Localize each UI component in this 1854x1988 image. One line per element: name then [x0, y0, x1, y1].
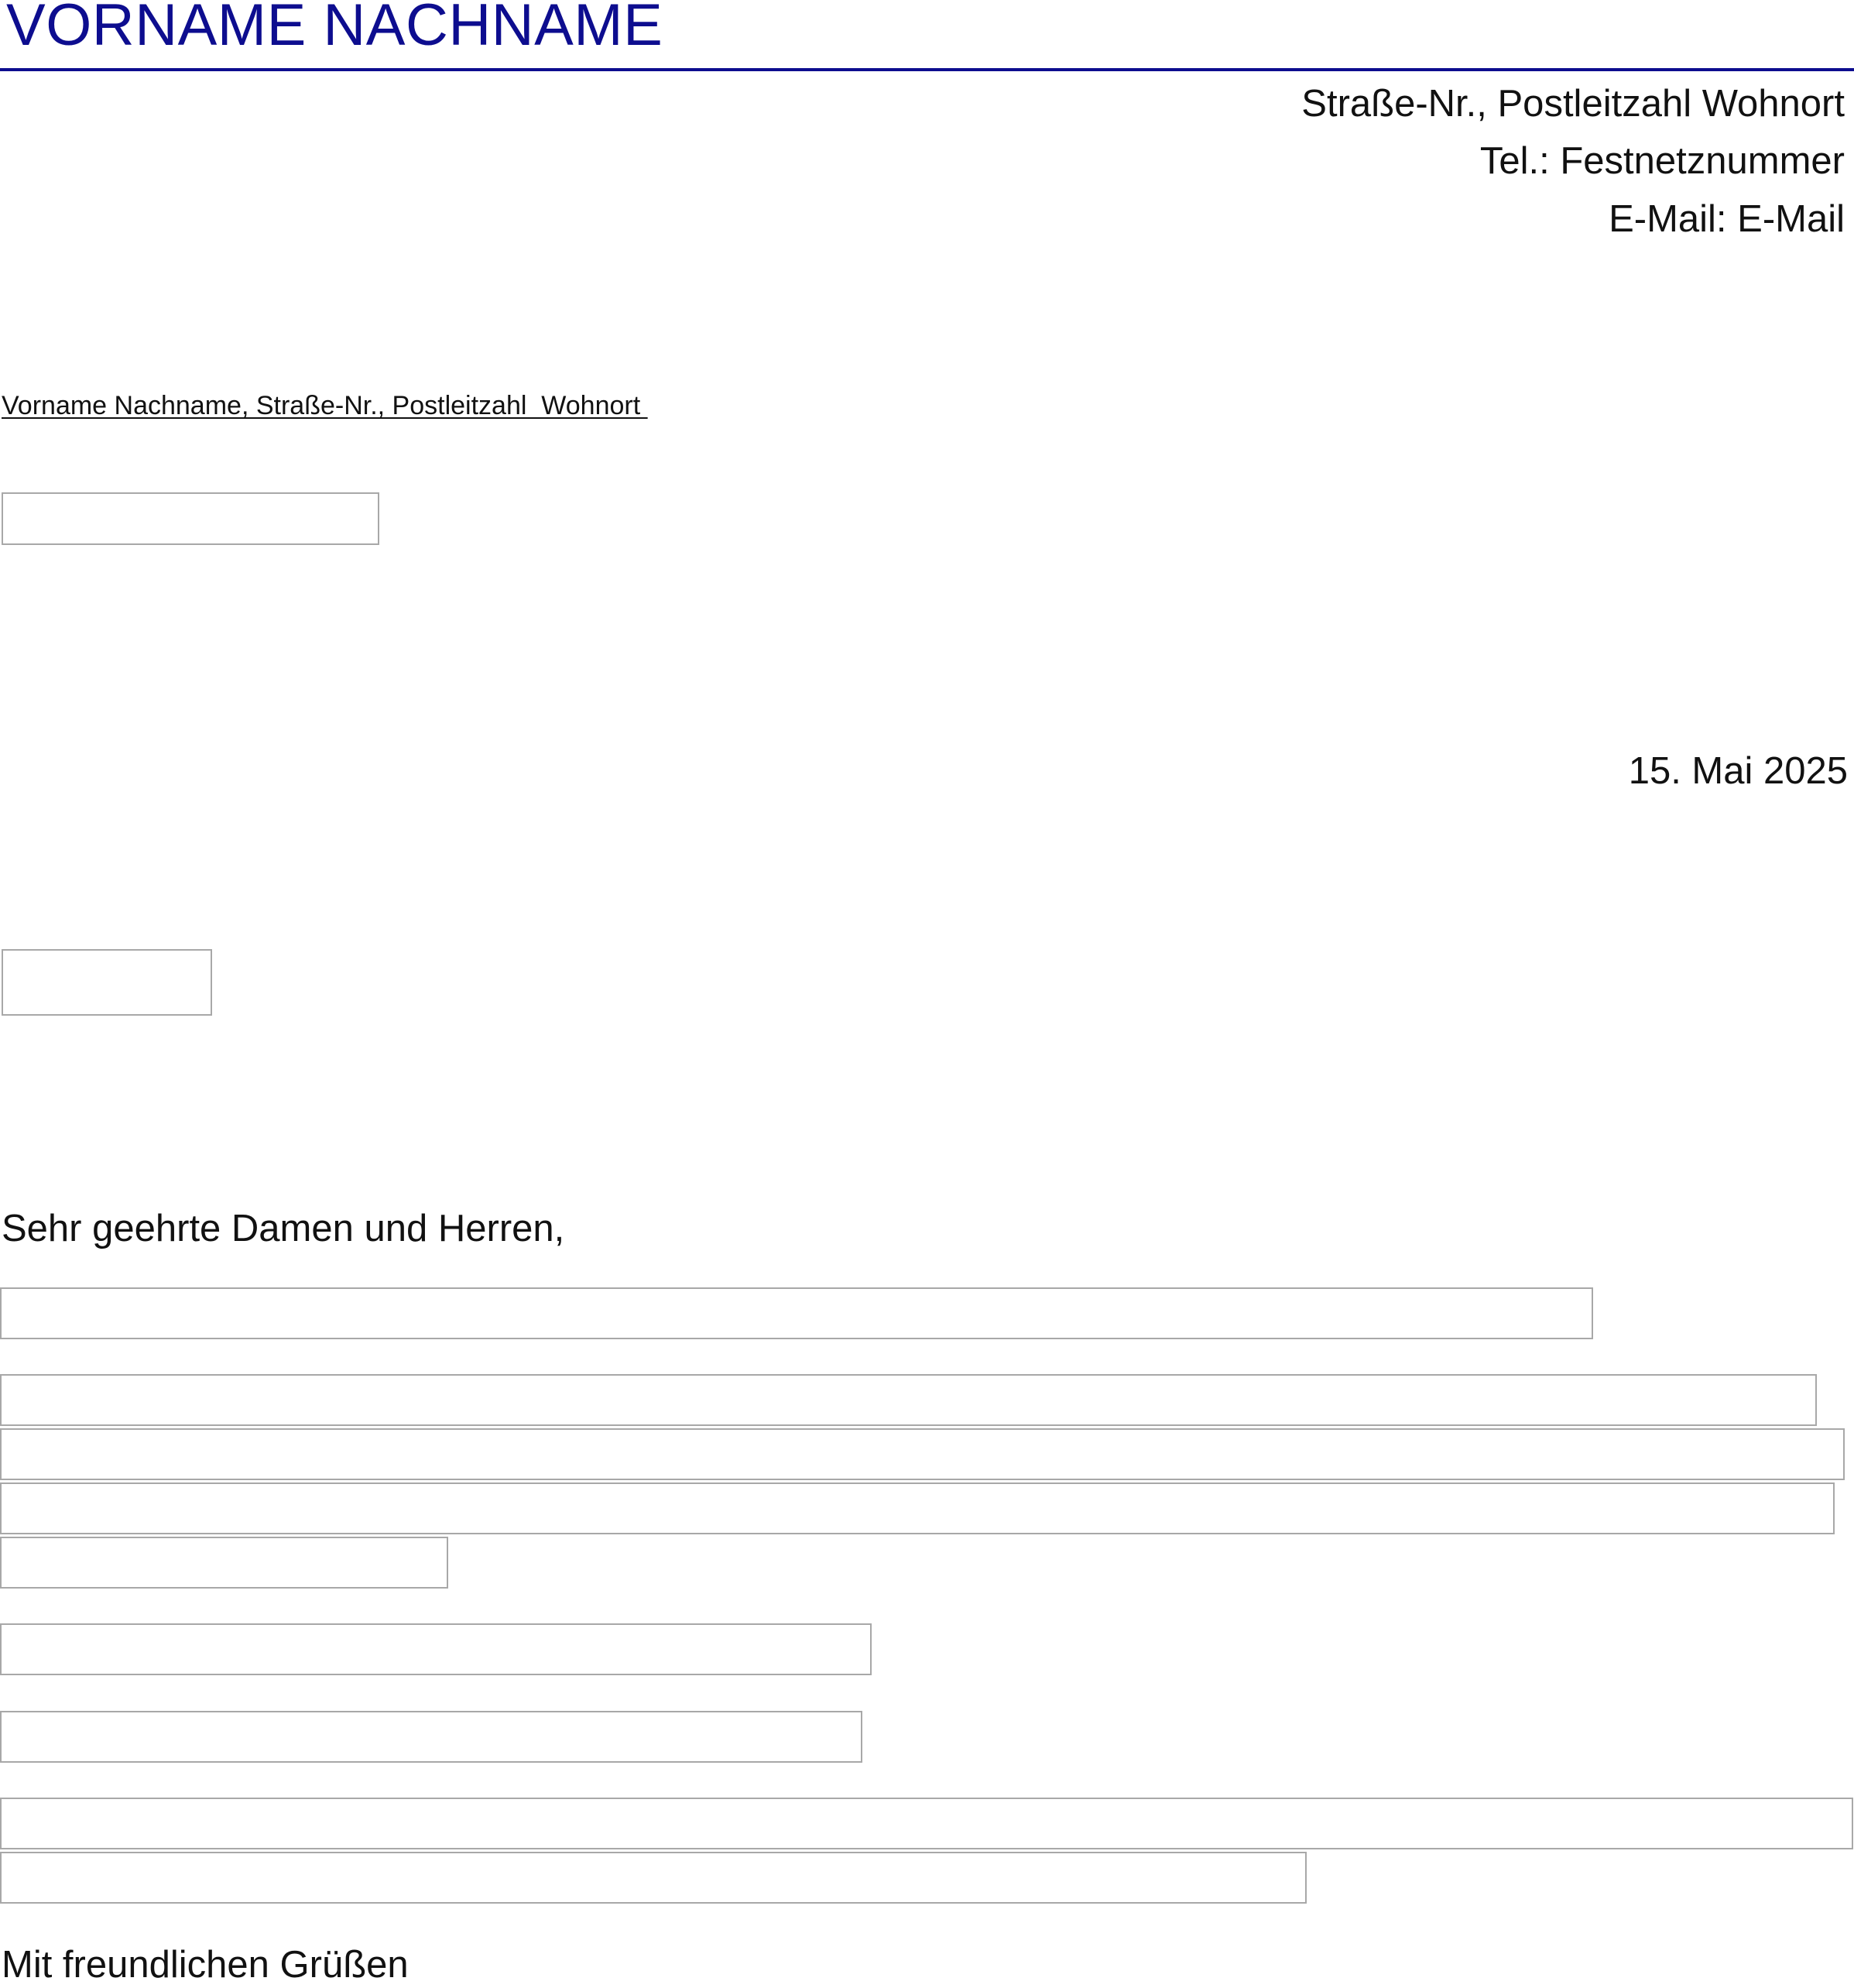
- applicant-name-heading: VORNAME NACHNAME: [6, 0, 663, 58]
- body-field-6[interactable]: [0, 1623, 872, 1675]
- contact-address: Straße-Nr., Postleitzahl Wohnort: [1301, 83, 1845, 125]
- body-field-3[interactable]: [0, 1428, 1845, 1480]
- body-field-9[interactable]: [0, 1852, 1307, 1904]
- body-field-5[interactable]: [0, 1537, 448, 1589]
- sender-return-address: Vorname Nachname, Straße-Nr., Postleitzahl Wohnort: [2, 391, 648, 420]
- body-field-2[interactable]: [0, 1374, 1817, 1426]
- body-field-8[interactable]: [0, 1798, 1853, 1849]
- contact-phone: Tel.: Festnetznummer: [1479, 140, 1845, 182]
- contact-email: E-Mail: E-Mail: [1609, 198, 1845, 240]
- salutation: Sehr geehrte Damen und Herren,: [2, 1208, 565, 1249]
- body-field-1[interactable]: [0, 1287, 1593, 1339]
- header-divider: [0, 68, 1854, 71]
- body-field-7[interactable]: [0, 1711, 862, 1763]
- closing-phrase: Mit freundlichen Grüßen: [2, 1944, 409, 1986]
- subject-field[interactable]: [2, 949, 212, 1016]
- recipient-field[interactable]: [2, 492, 379, 545]
- body-field-4[interactable]: [0, 1482, 1835, 1534]
- letter-date: 15. Mai 2025: [1628, 750, 1848, 792]
